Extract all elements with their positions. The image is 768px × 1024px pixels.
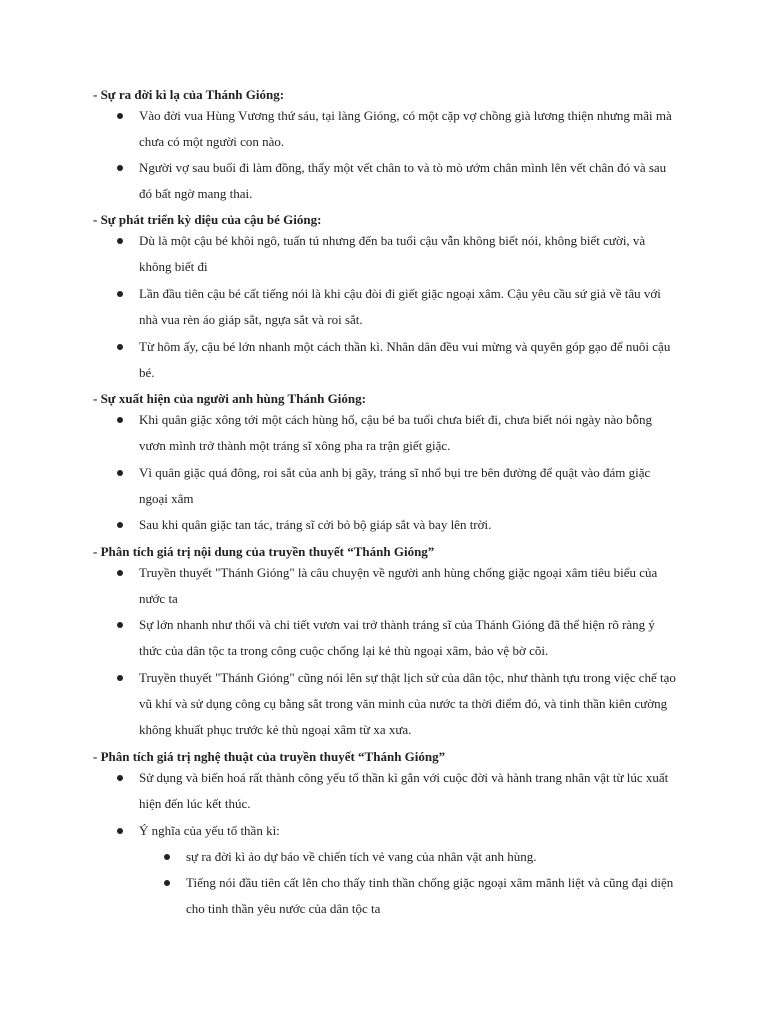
list-item: Người vợ sau buổi đi làm đồng, thấy một vết chân to và tò mò ướm chân mình lên vết chân đó và sau đó bất ngờ mang thai. <box>139 160 667 201</box>
list-item: Vào đời vua Hùng Vương thứ sáu, tại làng Gióng, có một cặp vợ chồng già lương thiện nhưng mãi mà chưa có một người con nào. <box>139 108 672 149</box>
bullet-icon <box>117 622 123 628</box>
list-item: Sự lớn nhanh như thổi và chi tiết vươn vai trở thành tráng sĩ của Thánh Gióng đã thể hiện rõ ràng ý thức của dân tộc ta trong công cuộc chống lại kẻ thù ngoại xâm, bảo vệ bờ cõi. <box>139 617 655 658</box>
list-item: Từ hôm ấy, cậu bé lớn nhanh một cách thần kì. Nhân dân đều vui mừng và quyên góp gạo để nuôi cậu bé. <box>139 339 671 380</box>
bullet-icon <box>117 522 123 528</box>
list-item: Vì quân giặc quá đông, roi sắt của anh bị gãy, tráng sĩ nhổ bụi tre bên đường để quật vào đám giặc ngoại xâm <box>139 465 651 506</box>
list-item: Truyền thuyết "Thánh Gióng" cũng nói lên sự thật lịch sử của dân tộc, như thành tựu trong việc chế tạo vũ khí và sử dụng công cụ bằng sắt trong văn minh của nước ta thời điểm đó, và tinh thần kiên cường không khuất phục trước kẻ thù ngoại xâm từ xa xưa. <box>139 670 676 737</box>
section-heading-appearance: - Sự xuất hiện của người anh hùng Thánh Gióng: <box>93 391 366 406</box>
bullet-icon <box>117 570 123 576</box>
bullet-icon <box>117 417 123 423</box>
section-heading-art-value: - Phân tích giá trị nghệ thuật của truyền thuyết “Thánh Gióng” <box>93 749 446 764</box>
bullet-icon <box>117 775 123 781</box>
bullet-icon <box>117 828 123 834</box>
list-item: Ý nghĩa của yếu tố thần kì: <box>139 823 280 838</box>
bullet-icon <box>117 113 123 119</box>
bullet-icon <box>117 165 123 171</box>
bullet-icon <box>117 291 123 297</box>
list-item: Sau khi quân giặc tan tác, tráng sĩ cởi bỏ bộ giáp sắt và bay lên trời. <box>139 517 492 532</box>
list-item: Lần đầu tiên cậu bé cất tiếng nói là khi cậu đòi đi giết giặc ngoại xâm. Cậu yêu cầu sứ giả về tâu với nhà vua rèn áo giáp sắt, ngựa sắt và roi sắt. <box>139 286 661 327</box>
sub-list-item: Tiếng nói đầu tiên cất lên cho thấy tinh thần chống giặc ngoại xâm mãnh liệt và cũng đại diện cho tinh thần yêu nước của dân tộc ta <box>186 875 674 916</box>
section-heading-growth: - Sự phát triển kỳ diệu của cậu bé Gióng: <box>93 212 322 227</box>
sub-bullet-icon <box>164 854 170 860</box>
bullet-icon <box>117 238 123 244</box>
bullet-icon <box>117 470 123 476</box>
list-item: Truyền thuyết "Thánh Gióng" là câu chuyện về người anh hùng chống giặc ngoại xâm tiêu biểu của nước ta <box>139 565 658 606</box>
bullet-icon <box>117 675 123 681</box>
list-item: Sử dụng và biến hoá rất thành công yếu tố thần kì gắn với cuộc đời và hành trang nhân vật từ lúc xuất hiện đến lúc kết thúc. <box>139 770 669 811</box>
sub-bullet-icon <box>164 880 170 886</box>
bullet-icon <box>117 344 123 350</box>
section-heading-content-value: - Phân tích giá trị nội dung của truyền thuyết “Thánh Gióng” <box>93 544 435 559</box>
sub-list-item: sự ra đời kì ảo dự báo về chiến tích vẻ vang của nhân vật anh hùng. <box>186 849 537 864</box>
list-item: Dù là một cậu bé khôi ngô, tuấn tú nhưng đến ba tuổi cậu vẫn không biết nói, không biết cười, và không biết đi <box>139 233 646 274</box>
section-heading-birth: - Sự ra đời kì lạ của Thánh Gióng: <box>93 87 285 102</box>
list-item: Khi quân giặc xông tới một cách hùng hổ, cậu bé ba tuổi chưa biết đi, chưa biết nói ngày nào bỗng vươn mình trở thành một tráng sĩ xông pha ra trận giết giặc. <box>139 412 653 453</box>
